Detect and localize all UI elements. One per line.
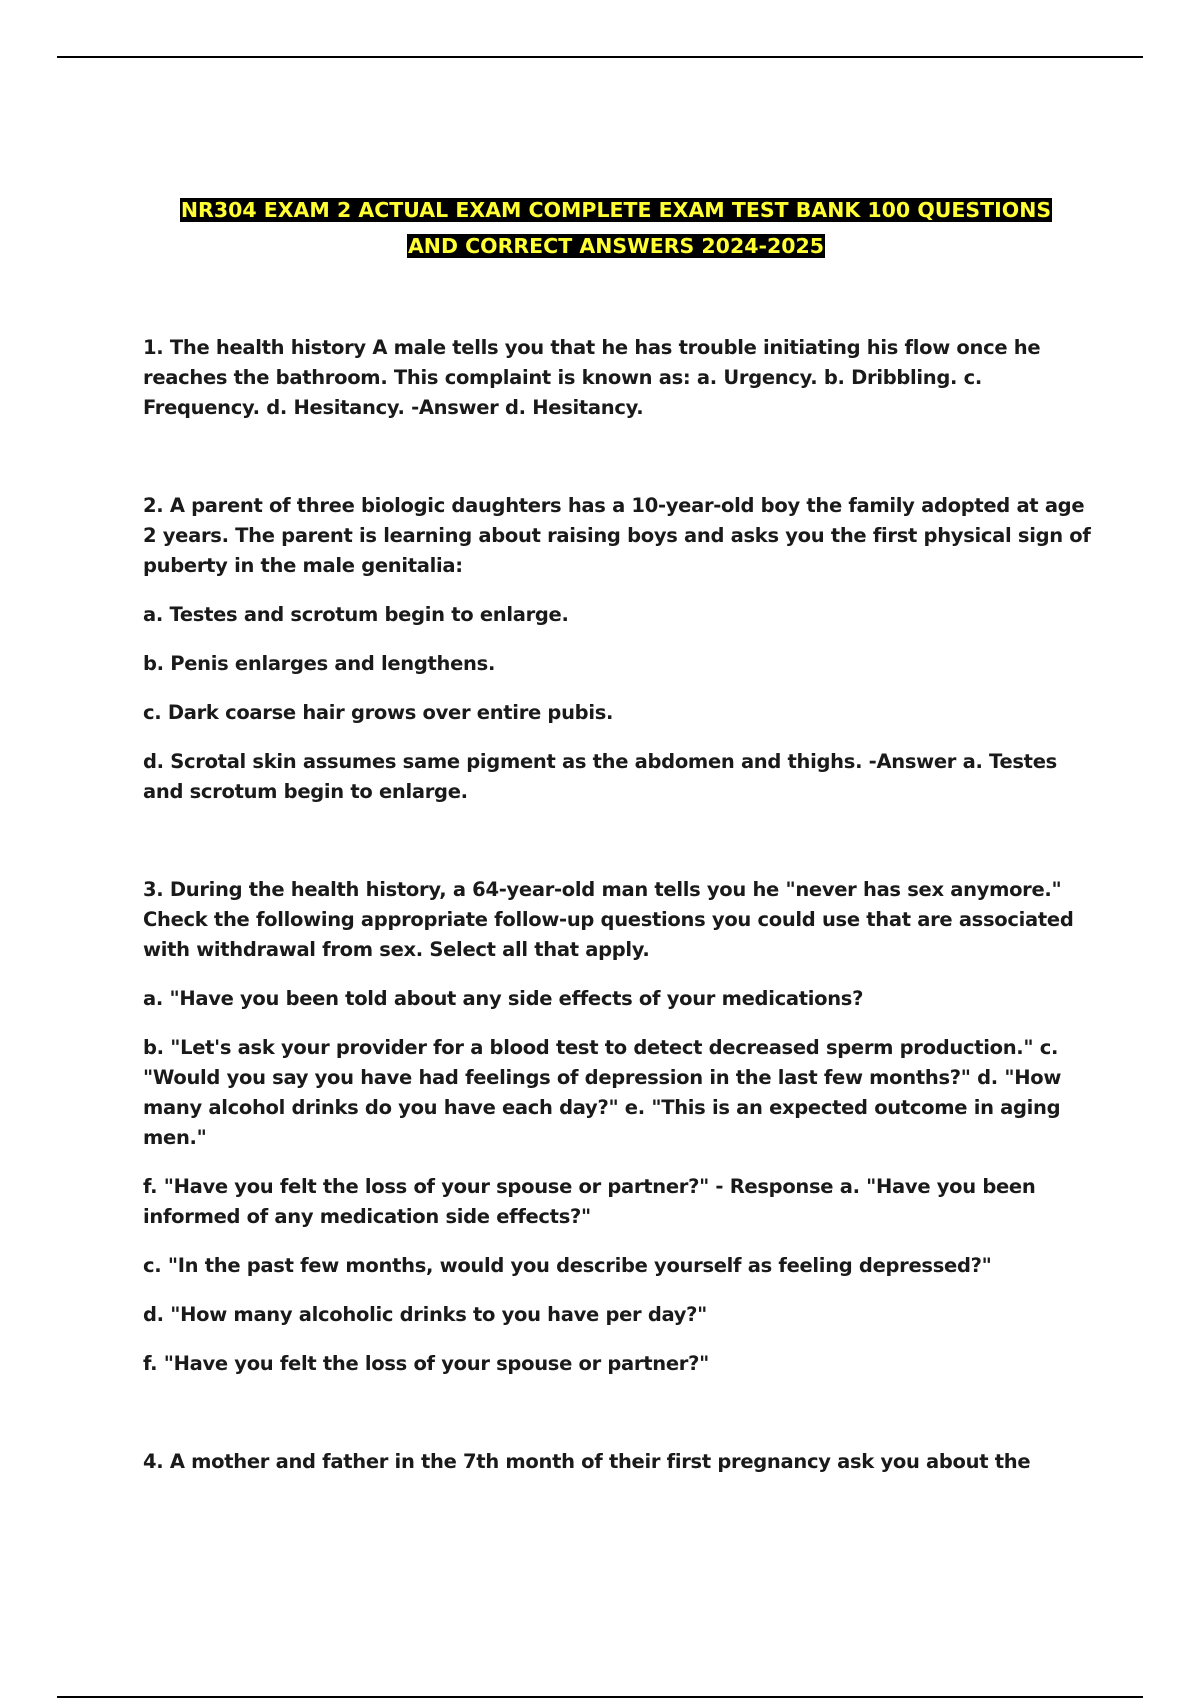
question-2 [143,491,1093,807]
title-line-2: AND CORRECT ANSWERS 2024-2025 [407,234,825,258]
question-1 [143,333,1093,423]
question-3-response-c: c. "In the past few months, would you describe yourself as feeling depressed?" [143,1254,992,1277]
question-3-option-f-response: f. "Have you felt the loss of your spouse or partner?" - Response a. "Have you been informed of any medication side effects?" [143,1175,1036,1228]
bottom-rule [57,1696,1143,1698]
question-2-option-d-answer: d. Scrotal skin assumes same pigment as the abdomen and thighs. -Answer a. Testes and scrotum begin to enlarge. [143,750,1057,803]
question-list [143,333,1093,1477]
question-4 [143,1447,1093,1477]
top-rule [57,56,1143,58]
question-1-text: 1. The health history A male tells you that he has trouble initiating his flow once he reaches the bathroom. This complaint is known as: a. Urgency. b. Dribbling. c. Frequency. d. Hesitancy. -Answer d. Hesitancy. [143,336,1041,419]
question-3 [143,875,1093,1379]
question-2-stem: 2. A parent of three biologic daughters has a 10-year-old boy the family adopted at age 2 years. The parent is learning about raising boys and asks you the first physical sign of puberty in the male genitalia: [143,494,1091,577]
question-4-stem: 4. A mother and father in the 7th month of their first pregnancy ask you about the [143,1450,1031,1473]
question-3-options-b-e: b. "Let's ask your provider for a blood test to detect decreased sperm production." c. "Would you say you have had feelings of depression in the last few months?" d. "How many alcohol drinks do you have each day?" e. "This is an expected outcome in aging men." [143,1036,1062,1149]
question-3-stem: 3. During the health history, a 64-year-old man tells you he "never has sex anymore." Check the following appropriate follow-up questions you could use that are associated with withdrawal from sex. Select all that apply. [143,878,1074,961]
question-2-option-c: c. Dark coarse hair grows over entire pubis. [143,701,614,724]
question-3-response-d: d. "How many alcoholic drinks to you have per day?" [143,1303,708,1326]
question-2-option-a: a. Testes and scrotum begin to enlarge. [143,603,569,626]
question-3-response-f: f. "Have you felt the loss of your spouse or partner?" [143,1352,709,1375]
question-2-option-b: b. Penis enlarges and lengthens. [143,652,496,675]
title-line-1: NR304 EXAM 2 ACTUAL EXAM COMPLETE EXAM TEST BANK 100 QUESTIONS [180,198,1052,222]
document-title [140,192,1092,264]
question-3-option-a: a. "Have you been told about any side effects of your medications? [143,987,864,1010]
